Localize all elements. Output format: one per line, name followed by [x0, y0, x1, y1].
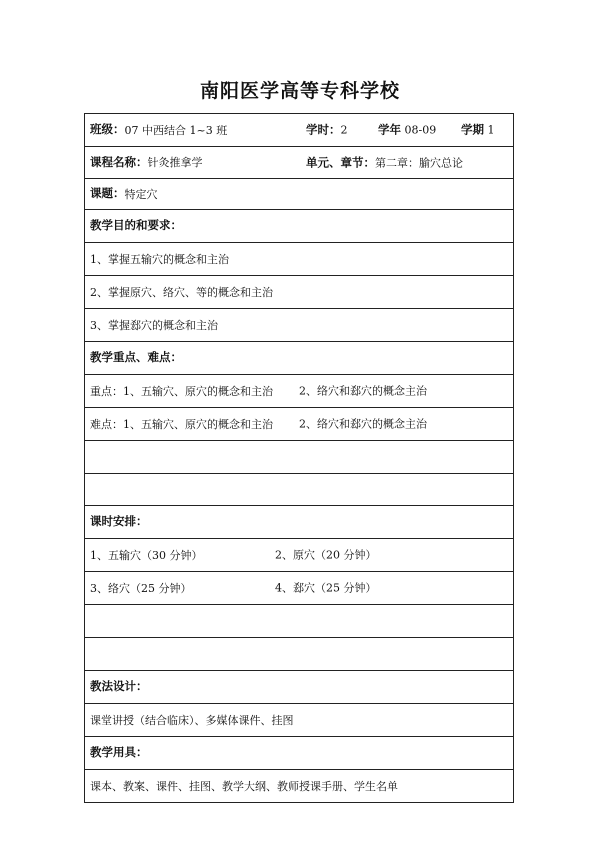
page-title: 南阳医学高等专科学校	[199, 80, 400, 102]
blank-row	[84, 474, 514, 506]
schedule-item: 1、五输穴（30 分钟）	[90, 548, 203, 562]
class-label: 班级：	[90, 122, 125, 137]
objective-row	[84, 243, 514, 276]
schedule-item: 3、络穴（25 分钟）	[90, 581, 192, 595]
method-heading-row	[84, 671, 514, 704]
difficulty-row	[84, 408, 514, 441]
term-label: 学期	[461, 122, 484, 137]
schedule-heading-row	[84, 506, 514, 539]
blank-row	[84, 605, 514, 638]
blank-row	[84, 441, 514, 474]
topic-value: 特定穴	[124, 187, 158, 201]
blank-row	[84, 638, 514, 671]
key-points-heading-row	[84, 342, 514, 375]
course-row	[84, 147, 514, 179]
class-info-row	[84, 114, 514, 147]
tools-row	[84, 770, 514, 803]
unit-value: 第二章：腧穴总论	[375, 155, 463, 169]
objective-row	[84, 309, 514, 342]
schedule-row	[84, 539, 514, 572]
method-value: 课堂讲授（结合临床）、多媒体课件、挂图	[90, 713, 294, 727]
focus-item-b: 2、络穴和郄穴的概念主治	[299, 384, 427, 398]
tools-heading-row	[84, 737, 514, 770]
schedule-item: 4、郄穴（25 分钟）	[275, 581, 377, 595]
tools-heading: 教学用具：	[90, 745, 148, 760]
objective-item: 3、掌握郄穴的概念和主治	[90, 318, 218, 332]
unit-field	[306, 154, 463, 169]
difficulty-item-a: 难点：1、五输穴、原穴的概念和主治	[90, 417, 273, 431]
year-value: 08-09	[404, 123, 437, 137]
focus-row	[84, 375, 514, 408]
class-value: 07 中西结合 1~3 班	[124, 123, 228, 137]
term-value: 1	[487, 123, 495, 137]
objectives-heading: 教学目的和要求：	[90, 218, 182, 233]
term-field	[461, 124, 495, 136]
method-heading: 教法设计：	[90, 679, 148, 694]
schedule-item: 2、原穴（20 分钟）	[275, 548, 377, 562]
key-points-heading: 教学重点、难点：	[90, 350, 182, 365]
topic-row	[84, 179, 514, 210]
objective-item: 2、掌握原穴、络穴、等的概念和主治	[90, 285, 273, 299]
difficulty-item-b: 2、络穴和郄穴的概念主治	[299, 417, 427, 431]
hours-value: 2	[340, 123, 348, 137]
course-name-value: 针灸推拿学	[147, 156, 203, 169]
method-row	[84, 704, 514, 737]
year-label: 学年	[378, 122, 401, 137]
focus-item-a: 重点：1、五输穴、原穴的概念和主治	[90, 384, 273, 398]
unit-label: 单元、章节：	[306, 154, 375, 169]
topic-label: 课题：	[90, 186, 125, 201]
objective-item: 1、掌握五输穴的概念和主治	[90, 252, 229, 266]
year-field	[378, 124, 436, 136]
objective-row	[84, 276, 514, 309]
hours-field	[306, 124, 348, 136]
hours-label: 学时：	[306, 122, 341, 137]
tools-value: 课本、教案、课件、挂图、教学大纲、教师授课手册、学生名单	[90, 779, 398, 793]
objectives-heading-row	[84, 210, 514, 243]
schedule-row	[84, 572, 514, 605]
lesson-plan-form	[84, 113, 514, 803]
course-name-label: 课程名称：	[90, 154, 148, 169]
schedule-heading: 课时安排：	[90, 514, 148, 529]
